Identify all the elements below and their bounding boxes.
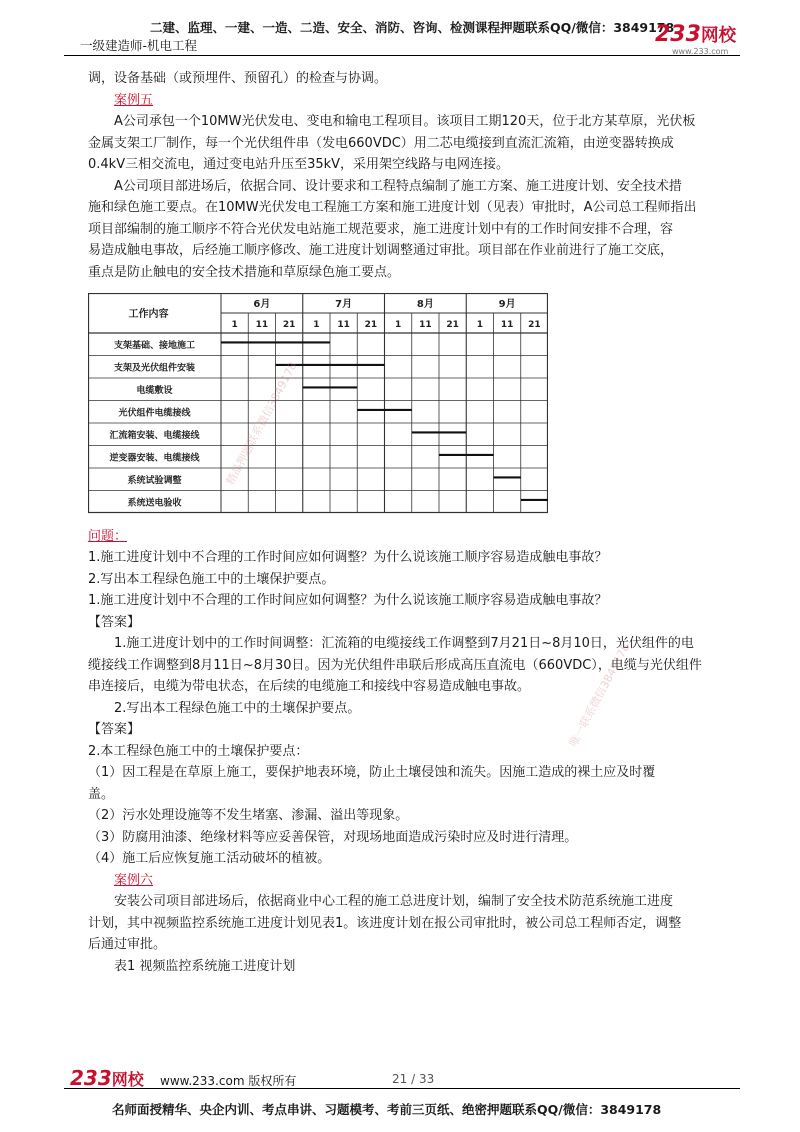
paragraph-line: 安装公司项目部进场后，依据商业中心工程的施工总进度计划，编制了安全技术防范系统施工进度 — [114, 894, 674, 909]
answer-item: 盖。 — [88, 786, 115, 802]
question-2-repeat: 2.写出本工程绿色施工中的土壤保护要点。 — [114, 700, 361, 716]
watermark: 精品押题联系微信3849178 — [223, 359, 300, 488]
table-caption: 表1 视频监控系统施工进度计划 — [114, 958, 296, 974]
answer-item: （3）防腐用油漆、绝缘材料等应妥善保管，对现场地面造成污染时应及时进行清理。 — [88, 829, 578, 845]
footer-copyright: www.233.com 版权所有 — [160, 1074, 297, 1088]
footer-promo-line: 名师面授精华、央企内训、考点串讲、习题模考、考前三页纸、绝密押题联系QQ/微信：3849178 — [112, 1102, 662, 1117]
question-1: 1.施工进度计划中不合理的工作时间应如何调整？为什么说该施工顺序容易造成触电事故？ — [88, 550, 608, 565]
logo-233-top — [655, 22, 736, 47]
header-contact-line: 二建、监理、一建、一造、二造、安全、消防、咨询、检测课程押题联系QQ/微信：3849178 — [150, 20, 675, 35]
questions-title: 问题： — [88, 528, 128, 544]
paragraph-line: 重点是防止触电的安全技术措施和草原绿色施工要点。 — [88, 264, 401, 280]
gantt-task-label: 电缆敷设 — [136, 385, 173, 396]
gantt-month-label: 7月 — [335, 299, 353, 310]
paragraph-line: 后通过审批。 — [88, 937, 167, 952]
gantt-table — [88, 293, 743, 522]
gantt-day-label: 21 — [282, 320, 296, 330]
page-number: 21 / 33 — [392, 1072, 435, 1086]
gantt-task-label: 系统试验调整 — [127, 475, 182, 486]
header-divider — [64, 55, 740, 56]
question-1-repeat: 1.施工进度计划中不合理的工作时间应如何调整？为什么说该施工顺序容易造成触电事故？ — [88, 593, 608, 608]
gantt-day-label: 1 — [231, 320, 238, 330]
gantt-day-label: 1 — [394, 320, 402, 330]
footer-divider — [64, 1088, 740, 1089]
gantt-task-label: 支架及光伏组件安装 — [113, 363, 196, 374]
question-2: 2.写出本工程绿色施工中的土壤保护要点。 — [88, 571, 335, 587]
gantt-day-label: 11 — [255, 320, 269, 330]
gantt-day-label: 11 — [500, 320, 514, 330]
gantt-day-label: 1 — [313, 320, 320, 330]
paragraph: 调，设备基础（或预埋件、预留孔）的检查与协调。 — [88, 71, 388, 86]
gantt-task-label: 汇流箱安装、电缆接线 — [109, 430, 200, 441]
gantt-month-label: 6月 — [253, 299, 271, 310]
gantt-day-label: 1 — [476, 320, 484, 330]
logo-cn: 网校 — [111, 1070, 144, 1089]
answer-label: 【答案】 — [88, 722, 141, 737]
answer-label: 【答案】 — [88, 614, 141, 630]
watermark: 唯一联系微信3849178 — [566, 641, 633, 750]
answer-line: 串连接后，电缆为带电状态，在后续的电缆施工和接线中容易造成触电事故。 — [88, 679, 531, 694]
case6-title: 案例六 — [114, 872, 154, 888]
logo-num: 233 — [70, 1066, 112, 1090]
gantt-task-label: 逆变器安装、电缆接线 — [109, 453, 200, 464]
paragraph-line: 项目部编制的施工顺序不符合光伏发电站施工规范要求，施工进度计划中有的工作时间安排不合理，容 — [88, 221, 674, 237]
gantt-task-label: 光伏组件电缆接线 — [118, 408, 191, 419]
gantt-day-label: 21 — [364, 320, 378, 330]
paragraph-line: 金属支架工厂制作，每一个光伏组件串（发电660VDC）用二芯电缆接到直流汇流箱，由逆变器转换成 — [88, 135, 674, 151]
case5-title: 案例五 — [114, 92, 154, 108]
logo-cn: 网校 — [700, 26, 737, 46]
paragraph-line: 易造成触电事故，后经施工顺序修改、施工进度计划调整通过审批。项目部在作业前进行了施工交底， — [88, 243, 674, 258]
answer-line: 缆接线工作调整到8月11日~8月30日。因为光伏组件串联后形成高压直流电（660VDC），电缆与光伏组件 — [88, 657, 702, 673]
paragraph-line: A公司项目部进场后，依据合同、设计要求和工程特点编制了施工方案、施工进度计划、安全技术措 — [114, 178, 682, 194]
answer-title: 2.本工程绿色施工中的土壤保护要点： — [88, 743, 309, 759]
gantt-day-label: 11 — [337, 320, 350, 330]
paragraph-line: 施和绿色施工要点。在10MW光伏发电工程施工方案和施工进度计划（见表）审批时，A公司总工程师指出 — [88, 200, 697, 215]
gantt-day-label: 11 — [419, 320, 432, 330]
gantt-month-label: 8月 — [416, 299, 434, 310]
paragraph-line: 计划，其中视频监控系统施工进度计划见表1。该进度计划在报公司审批时，被公司总工程师否定，调整 — [88, 915, 682, 931]
logo-subtext: www.233.com — [672, 47, 729, 56]
gantt-task-label: 系统送电验收 — [127, 498, 182, 509]
gantt-chart — [88, 293, 548, 514]
header-subject: 一级建造师-机电工程 — [80, 38, 198, 53]
gantt-month-label: 9月 — [498, 299, 516, 310]
logo-num: 233 — [655, 22, 701, 47]
gantt-day-label: 21 — [446, 320, 459, 330]
paragraph-line: A公司承包一个10MW光伏发电、变电和输电工程项目。该项目工期120天，位于北方某草原，光伏板 — [114, 114, 696, 129]
answer-item: （1）因工程是在草原上施工，要保护地表环境，防止土壤侵蚀和流失。因施工造成的裸土应及时覆 — [88, 765, 656, 780]
gantt-header-label: 工作内容 — [128, 309, 169, 320]
gantt-day-label: 21 — [528, 320, 541, 330]
gantt-task-label: 支架基础、接地施工 — [113, 340, 196, 351]
logo-233-bottom — [70, 1066, 144, 1090]
document-body — [88, 68, 743, 977]
answer-line: 1.施工进度计划中的工作时间调整：汇流箱的电缆接线工作调整到7月21日~8月10日，光伏组件的电 — [114, 636, 694, 651]
answer-item: （2）污水处理设施等不发生堵塞、渗漏、溢出等现象。 — [88, 808, 409, 823]
answer-item: （4）施工后应恢复施工活动破坏的植被。 — [88, 851, 331, 866]
paragraph-line: 0.4kV三相交流电，通过变电站升压至35kV，采用架空线路与电网连接。 — [88, 157, 510, 172]
